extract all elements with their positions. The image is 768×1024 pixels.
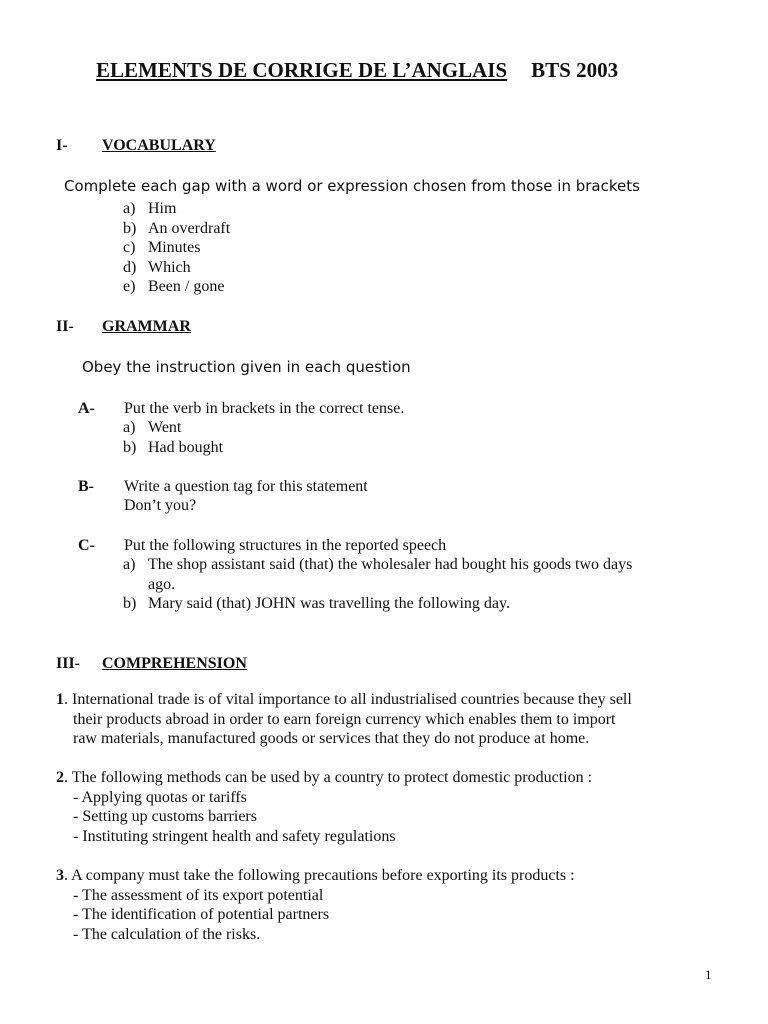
title-main: ELEMENTS DE CORRIGE DE L’ANGLAIS (96, 58, 508, 82)
section-title: VOCABULARY (102, 137, 216, 154)
grammar-part-c: C- Put the following structures in the reported speech (78, 537, 447, 554)
vocabulary-answers (123, 199, 230, 297)
list-item: a) Him (123, 200, 177, 217)
section-title: COMPREHENSION (102, 655, 247, 672)
list-item: - The calculation of the risks. (73, 925, 261, 943)
grammar-part-a: A- Put the verb in brackets in the correct tense. (78, 400, 405, 417)
comprehension-answer-1: 1. International trade is of vital importance to all industrialised countries because they sell their products abroad in order to earn foreign currency which enables them to import raw materials, manufactured goods or services that they do not produce at home. (56, 691, 632, 747)
list-item: d) Which (123, 258, 191, 276)
grammar-c-answers (123, 555, 632, 614)
section-number: III- (56, 655, 81, 672)
list-item: c) Minutes (123, 239, 201, 256)
title-suffix: BTS 2003 (531, 58, 619, 82)
list-item: - Applying quotas or tariffs (73, 788, 247, 806)
list-item: b) Had bought (123, 438, 224, 456)
grammar-a-answers (123, 418, 223, 457)
comprehension-answer-3: 3. A company must take the following precautions before exporting its products : - The assessment of its export potential - The identification of potential partners - The calculation of the risks. (56, 866, 736, 944)
comprehension-answer-2: 2. The following methods can be used by a country to protect domestic production : - Applying quotas or tariffs - Setting up customs barriers - Instituting stringent health and safety regulations (56, 768, 736, 846)
grammar-b-answer: Don’t you? (124, 497, 197, 514)
list-item: a) The shop assistant said (that) the wholesaler had bought his goods two days (123, 556, 633, 573)
list-item: - Setting up customs barriers (73, 808, 257, 825)
page-number: 1 (705, 967, 712, 982)
list-item: a) Went (123, 419, 182, 436)
section-title: GRAMMAR (102, 318, 191, 335)
vocabulary-instruction: Complete each gap with a word or expression chosen from those in brackets (64, 177, 640, 195)
grammar-part-b: B- Write a question tag for this statement (78, 478, 368, 495)
section-number: I- (56, 137, 68, 154)
list-item: - The identification of potential partners (73, 906, 330, 923)
grammar-instruction: Obey the instruction given in each question (82, 358, 411, 376)
document-title (96, 58, 619, 82)
section-vocabulary-heading (56, 136, 216, 156)
list-item: e) Been / gone (123, 278, 225, 295)
section-number: II- (56, 318, 74, 335)
section-grammar-heading (56, 317, 191, 337)
list-item: b) An overdraft (123, 219, 231, 237)
list-item: ago. (148, 575, 176, 593)
list-item: - The assessment of its export potential (73, 886, 324, 904)
list-item: - Instituting stringent health and safety regulations (73, 827, 396, 845)
list-item: b) Mary said (that) JOHN was travelling the following day. (123, 595, 510, 612)
section-comprehension-heading (56, 654, 247, 674)
